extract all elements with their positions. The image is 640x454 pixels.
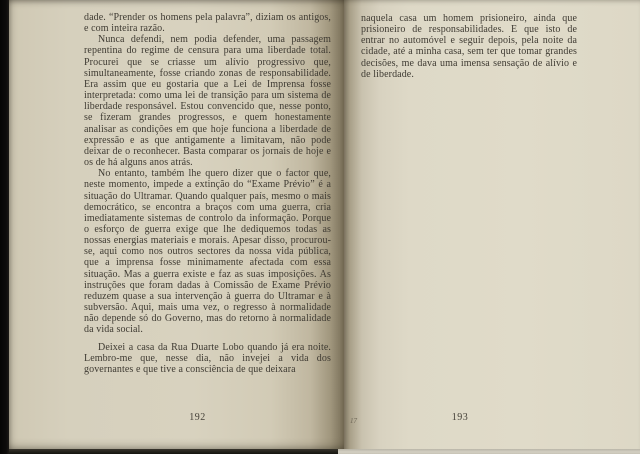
paragraph: dade. “Prender os homens pela palavra”, diziam os antigos, e com inteira razão. [84, 12, 331, 35]
scanner-bed-strip [338, 449, 640, 454]
scanner-edge [0, 0, 9, 454]
paragraph: Deixei a casa da Rua Duarte Lobo quando já era noite. Lembro-me que, nesse dia, não invejei a vida dos governantes e que tive a consciência de que deixara [84, 341, 331, 375]
right-page-text [361, 13, 577, 80]
page-number-right: 193 [451, 412, 469, 423]
paragraph: No entanto, também lhe quero dizer que o factor que, neste momento, impede a extinção do “Exame Prévio” é a situação do Ultramar. Quando qualquer país, mesmo o mais democrático, se encontra a braços com uma guerra, cria imediatamente sistemas de controlo da informação. Porque o esforço de guerra exige que lhe dediquemos todas as nossas energias materiais e morais. Apesar disso, procurou-se, aqui como nos outros sectores da nossa vida pública, que a imprensa fosse minimamente afectada com essa situação. Mas a guerra existe e faz as suas imposições. As instruções que foram dadas à Comissão de Exame Prévio reduzem quase a sua intervenção à guerra do Ultramar e à subversão. Aqui, mais uma vez, o regresso à normalidade não depende só do Governo, mas do retorno à normalidade da vida social. [84, 168, 331, 336]
page-number-left: 192 [189, 412, 206, 423]
scan-bottom-shadow [9, 449, 338, 454]
signature-mark: 17 [350, 417, 357, 425]
left-page-text [84, 12, 331, 375]
paragraph: naquela casa um homem prisioneiro, ainda que prisioneiro de responsabilidades. E que isto de entrar no automóvel e seguir depois, pela noite da cidade, até a minha casa, sem ter que tomar grandes decisões, me dava uma imensa sensação de alívio e de liberdade. [361, 13, 577, 80]
paragraph: Nunca defendi, nem podia defender, uma passagem repentina do regime de censura para uma liberdade total. Procurei que se criasse um alívio progressivo que, simultaneamente, fosse criando zonas de responsabilidade. Era assim que eu gostaria que a Lei de Imprensa fosse interpretada: como uma lei de transição para um sistema de liberdade responsável. Estou convencido que, nesse ponto, se fizeram grandes progressos, e quem honestamente analisar as condições em que hoje funciona a liberdade de expressão e as que antigamente a limitavam, não pode deixar de o reconhecer. Basta comparar os jornais de hoje e os de há alguns anos atrás. [84, 34, 331, 169]
